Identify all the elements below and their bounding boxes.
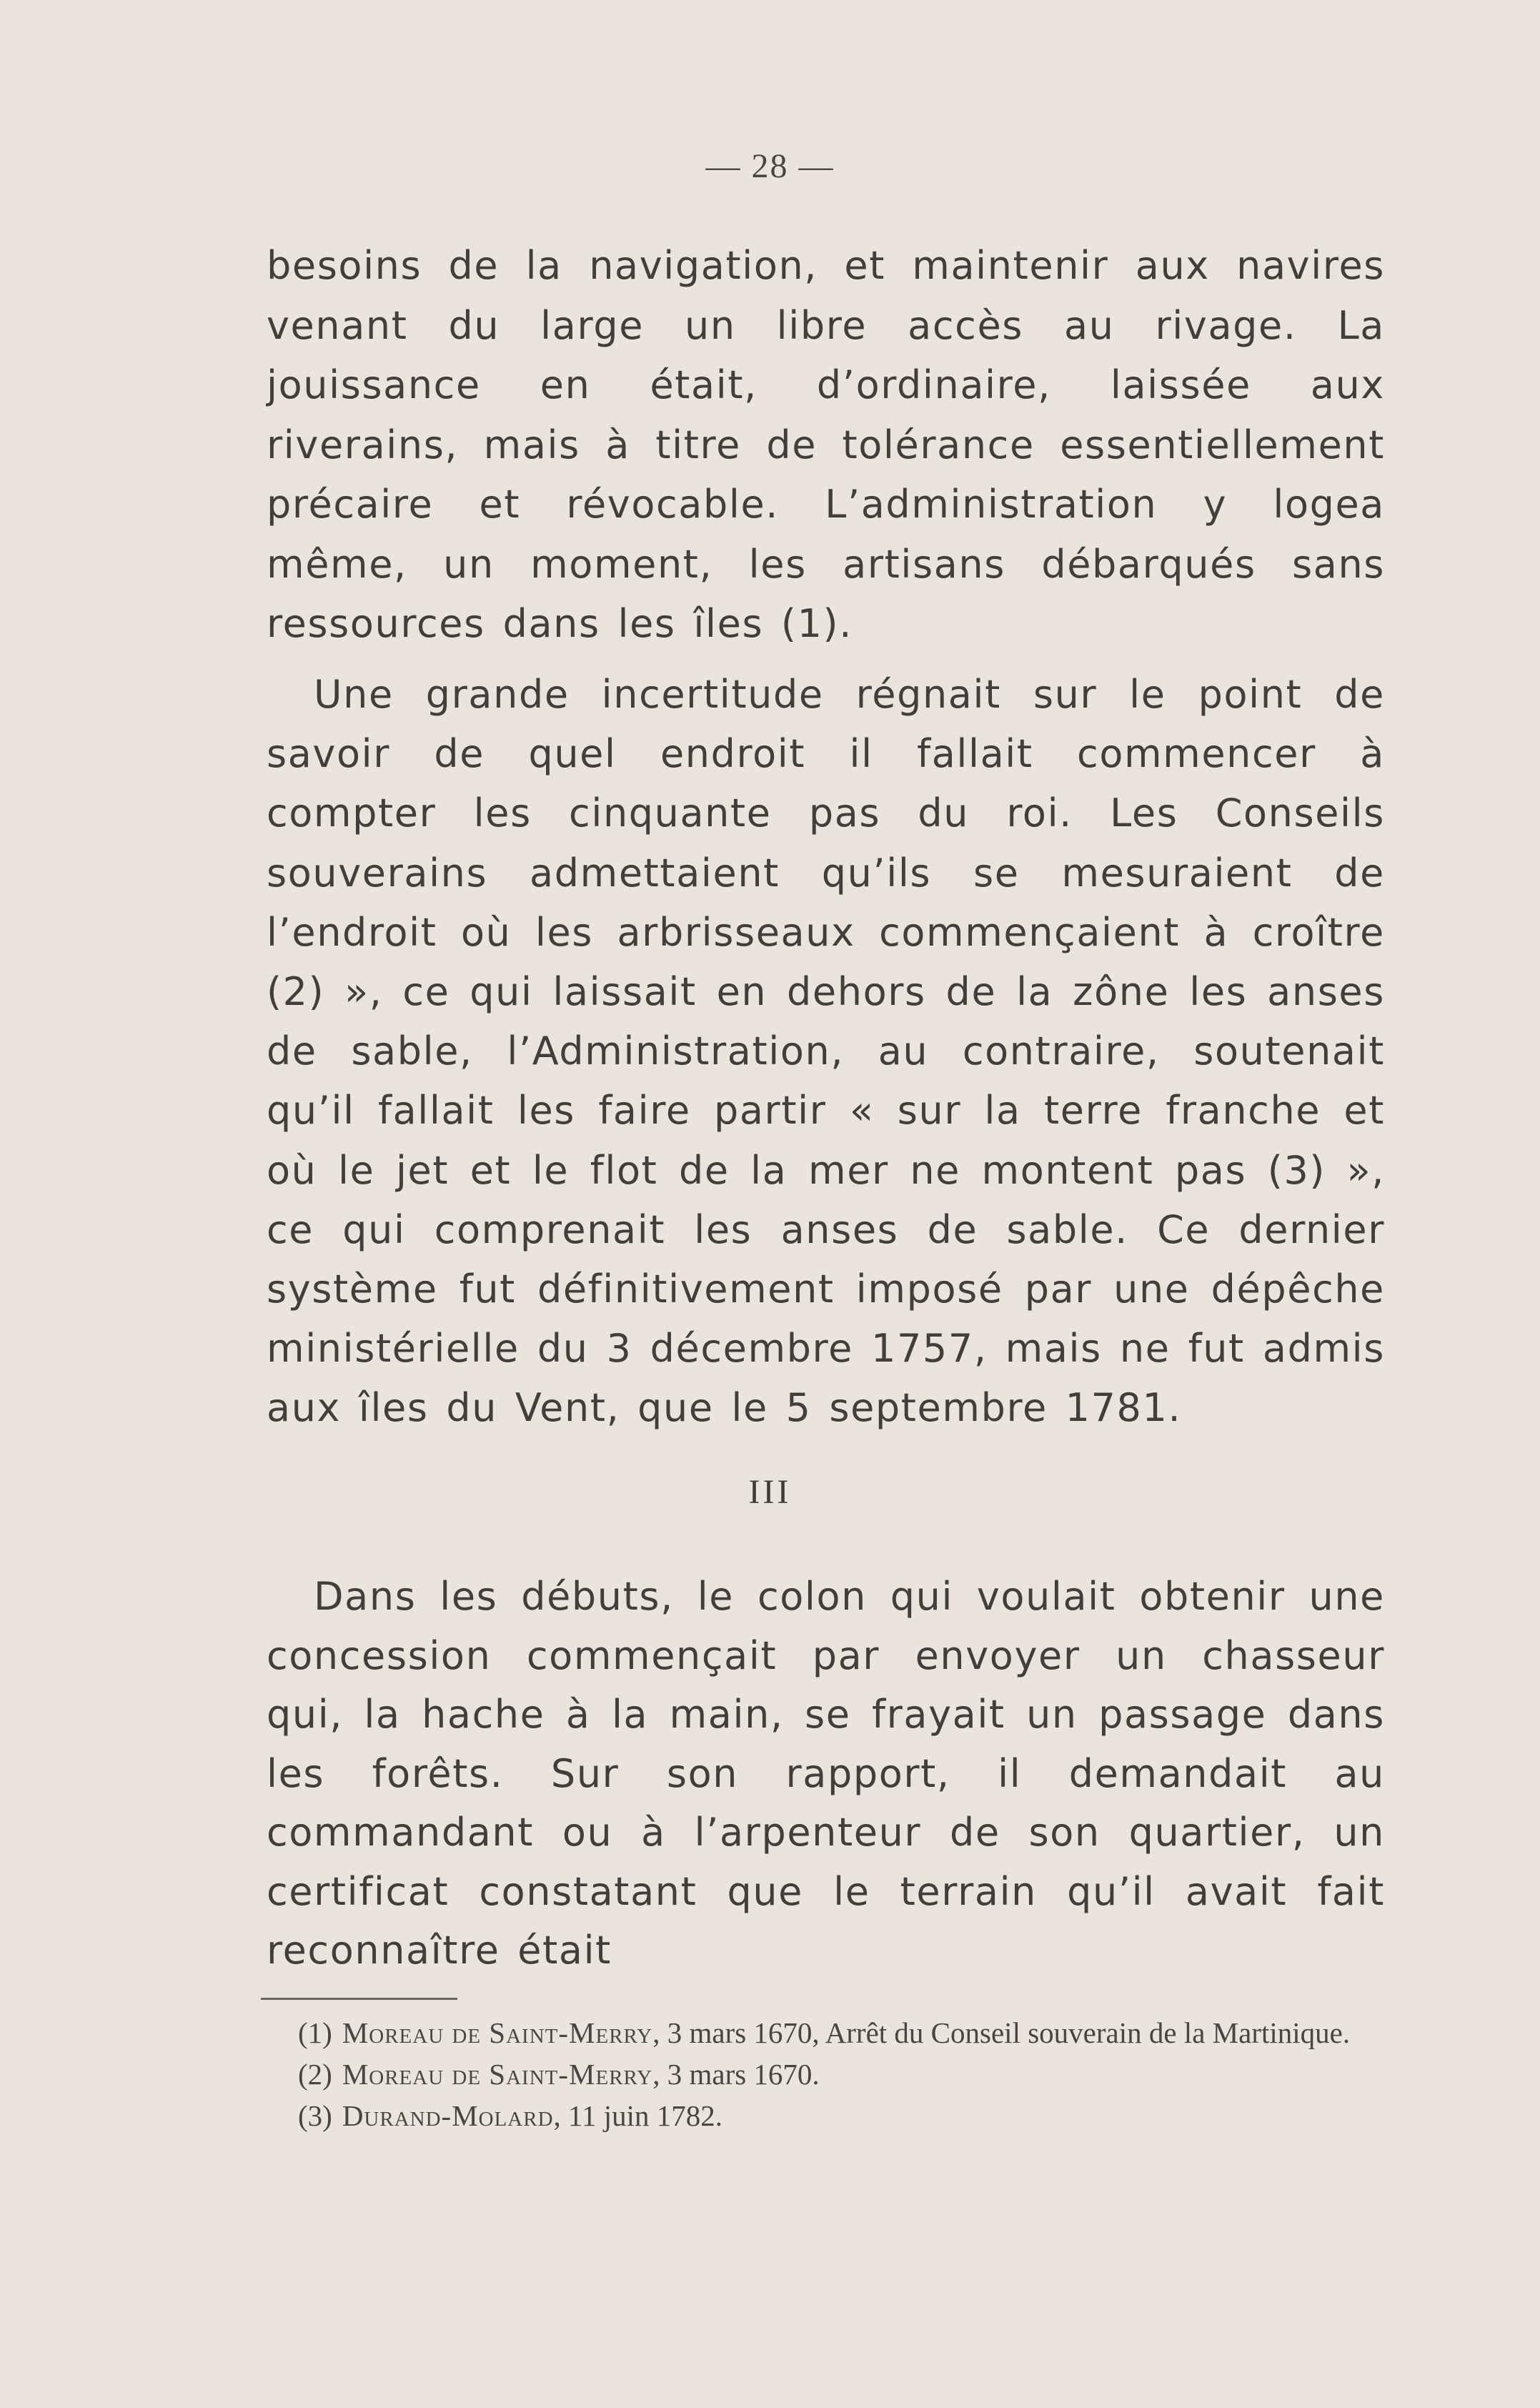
footnote-divider [261, 1998, 457, 2000]
page-number: — 28 — [705, 147, 835, 185]
footnote-author: Moreau de Saint-Merry [342, 2058, 653, 2091]
footnote-2 [267, 2053, 1385, 2095]
footnote-text: , 3 mars 1670. [652, 2058, 820, 2091]
footnote-text: , 11 juin 1782. [553, 2099, 723, 2132]
section-number: III [748, 1473, 792, 1511]
footnote-author: Durand-Molard [342, 2099, 554, 2132]
footnotes [267, 2012, 1385, 2136]
footnote-author: Moreau de Saint-Merry [342, 2016, 653, 2049]
footnote-number: (1) [298, 2016, 332, 2049]
footnote-1 [267, 2012, 1385, 2053]
paragraph-1: besoins de la navigation, et maintenir aux navires venant du large un libre accès au rivage. La jouissance en était, d’ordinaire, laissée aux riverains, mais à titre de tolérance essentiellement précaire et révocable. L’administration y logea même, un moment, les artisans débarqués sans ressources dans les îles (1). [267, 243, 1385, 646]
footnote-3 [267, 2095, 1385, 2136]
footnote-number: (2) [298, 2058, 332, 2091]
footnote-number: (3) [298, 2099, 332, 2132]
paragraph-3: Dans les débuts, le colon qui voulait obtenir une concession commençait par envoyer un chasseur qui, la hache à la main, se frayait un passage dans les forêts. Sur son rapport, il demandait au commandant ou à l’arpenteur de son quartier, un certificat constatant que le terrain qu’il avait fait reconnaître était [267, 1574, 1385, 1973]
footnote-text: , 3 mars 1670, Arrêt du Conseil souverain de la Martinique. [652, 2016, 1351, 2049]
paragraph-2: Une grande incertitude régnait sur le point de savoir de quel endroit il fallait commencer à compter les cinquante pas du roi. Les Conseils souverains admettaient qu’ils se mesuraient de l’endroit où les arbrisseaux commençaient à croître (2) », ce qui laissait en dehors de la zône les anses de sable, l’Administration, au contraire, soutenait qu’il fallait les faire partir « sur la terre franche et où le jet et le flot de la mer ne montent pas (3) », ce qui comprenait les anses de sable. Ce dernier système fut définitivement imposé par une dépêche ministérielle du 3 décembre 1757, mais ne fut admis aux îles du Vent, que le 5 septembre 1781. [267, 672, 1385, 1431]
